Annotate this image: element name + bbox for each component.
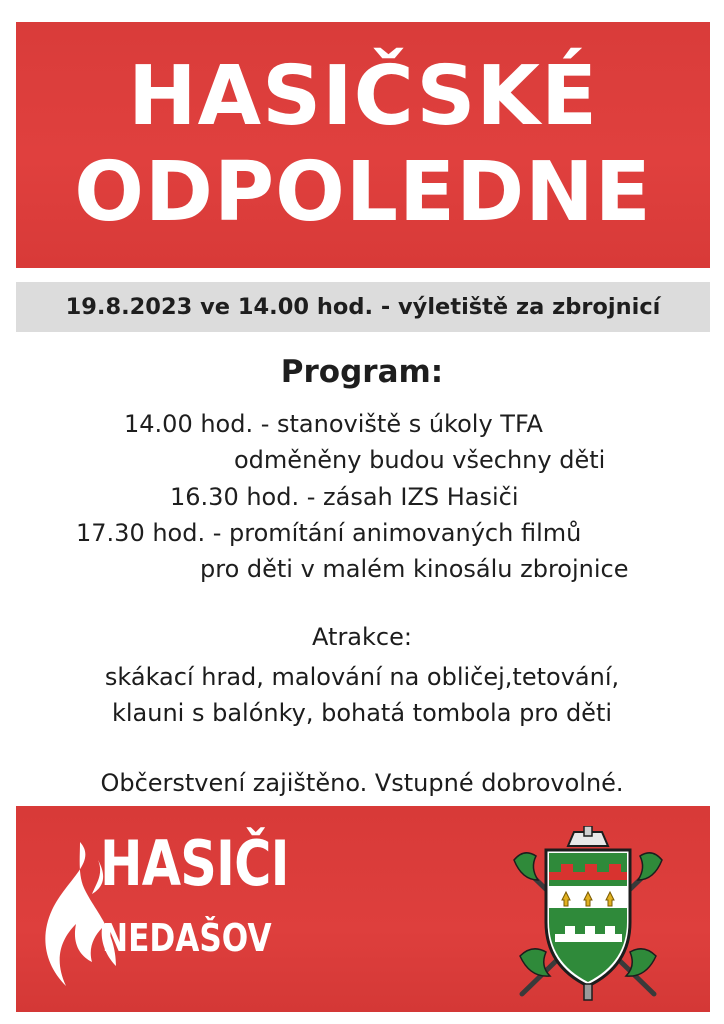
- program-line: 14.00 hod. - stanoviště s úkoly TFA: [124, 410, 543, 438]
- title-banner: [16, 22, 710, 268]
- date-bar: [16, 282, 710, 332]
- logo-nedasov-text: NEDAŠOV: [102, 916, 272, 960]
- program-heading: Program:: [280, 354, 444, 390]
- program-line: 17.30 hod. - promítání animovaných filmů: [76, 519, 582, 547]
- logo-hasici-text: HASIČI: [100, 827, 289, 900]
- refreshment-note: Občerstvení zajištěno. Vstupné dobrovolné.: [100, 769, 624, 797]
- date-location-text: 19.8.2023 ve 14.00 hod. - výletiště za zbrojnicí: [65, 294, 661, 320]
- coat-of-arms-emblem: [510, 826, 666, 1002]
- attractions-heading: Atrakce:: [312, 623, 412, 651]
- program-line: odměněny budou všechny děti: [234, 446, 606, 474]
- program-line: pro děti v malém kinosálu zbrojnice: [200, 555, 629, 583]
- program-line: 16.30 hod. - zásah IZS Hasiči: [170, 483, 519, 511]
- title-line-1: HASIČSKÉ: [128, 49, 598, 144]
- attractions-line: skákací hrad, malování na obličej,tetování,: [104, 663, 620, 691]
- title-line-2: ODPOLEDNE: [74, 145, 652, 240]
- footer-banner: [16, 806, 710, 1012]
- attractions-line: klauni s balónky, bohatá tombola pro děti: [111, 699, 613, 727]
